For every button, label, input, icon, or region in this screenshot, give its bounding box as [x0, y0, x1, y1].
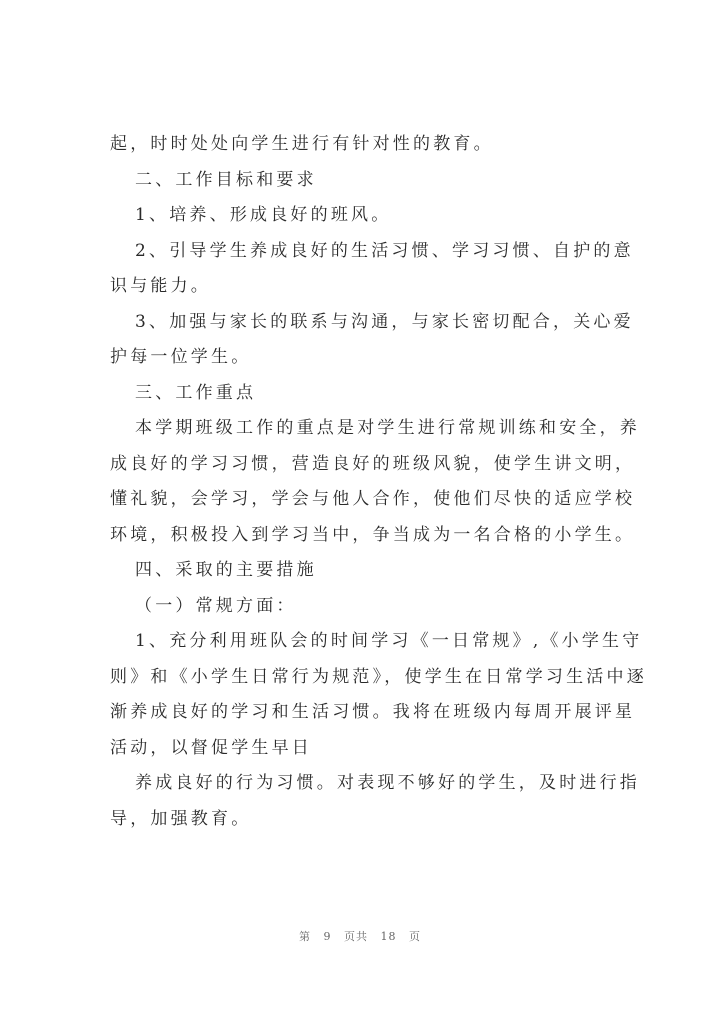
footer-current-page: 9 — [323, 930, 332, 943]
footer-total-pages: 18 — [380, 930, 397, 943]
subsection-heading-routine: （一）常规方面： — [135, 595, 297, 616]
section-heading-focus: 三、工作重点 — [135, 382, 257, 403]
document-body — [110, 127, 650, 837]
page-footer — [0, 928, 720, 944]
footer-middle: 页共 — [344, 930, 368, 943]
paragraph-measure-1-cont: 养成良好的行为习惯。对表现不够好的学生，及时进行指导，加强教育。 — [110, 773, 640, 829]
paragraph-continuation: 起，时时处处向学生进行有针对性的教育。 — [110, 134, 494, 154]
list-item-measure-1: 1、充分利用班队会的时间学习《一日常规》,《小学生守则》和《小学生日常行为规范》，使学生在日常学习生活中逐渐养成良好的学习和生活习惯。我将在班级内每周开展评星活动，以督促学生早日 — [110, 631, 647, 758]
list-item-goal-1: 1、培养、形成良好的班风。 — [135, 205, 392, 225]
section-heading-measures: 四、采取的主要措施 — [135, 560, 317, 580]
list-item-goal-2: 2、引导学生养成良好的生活习惯、学习习惯、自护的意识与能力。 — [110, 240, 634, 296]
footer-suffix: 页 — [409, 930, 421, 943]
section-heading-goals: 二、工作目标和要求 — [135, 169, 317, 190]
list-item-goal-3: 3、加强与家长的联系与沟通，与家长密切配合，关心爱护每一位学生。 — [110, 311, 634, 367]
paragraph-focus: 本学期班级工作的重点是对学生进行常规训练和安全，养成良好的学习习惯，营造良好的班级风貌，使学生讲文明，懂礼貌，会学习，学会与他人合作，使他们尽快的适应学校环境，积极投入到学习当中，争当成为一名合格的小学生。 — [110, 418, 640, 545]
footer-prefix: 第 — [299, 930, 311, 943]
